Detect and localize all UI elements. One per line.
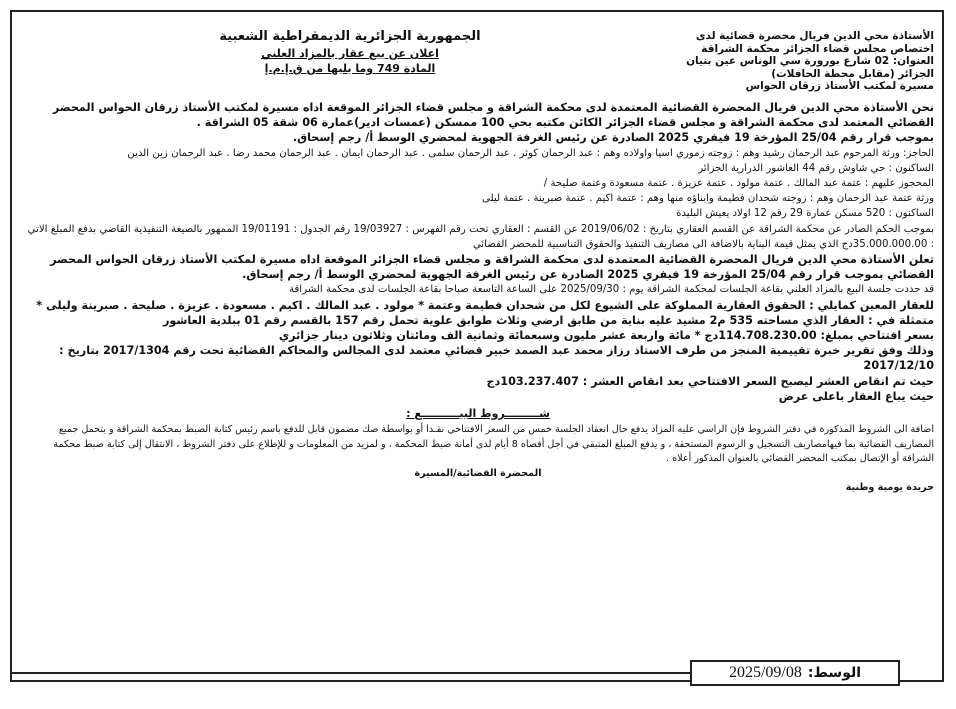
- paragraph-opening-price: بسعر افتتاحي بمبلغ: 114.708.230.00دج * مائة واربعة عشر مليون وسبعمائة وثمانية الف ومائتان وثلاثون دينار جزائري: [278, 329, 934, 343]
- paragraph-session-date: قد حددت جلسة البيع بالمزاد العلني بقاعة الجلسات لمحكمة الشراقة يوم : 2025/09/30 على الساعة التاسعة صباحا بقاعة الجلسات لدى محكمة الشراقة: [288, 284, 934, 296]
- paragraph-expertise: وذلك وفق تقرير خبرة تقييمية المنجز من طرف الاستاذ رزاز محمد عبد الصمد خبير قضائي معتمد لدى المجالس والمحاكم القضائية تحت رقم 2017/1304 بتاريخ : 2017/12/10: [59, 344, 934, 373]
- article-reference: المادة 749 وما يليها من ق.إ.م.إ: [264, 62, 436, 75]
- republic-title: الجمهورية الجزائرية الديمقراطية الشعبية: [219, 29, 481, 44]
- publication-date: 2025/09/08: [728, 664, 802, 681]
- paragraph-debtors: المحجوز عليهم : عتمة عبد المالك . عتمة مولود . عتمة عزيزة . عتمة مسعودة وعتمة صليحة /: [543, 178, 934, 190]
- conditions-text: اضافة الى الشروط المذكورة في دفتر الشروط فإن الراسي عليه المزاد يدفع حال انعقاد الجلسة خمس من السعر الافتتاحي نقـدا أو بواسطة صك مضمون قابل للدفع باسم رئيس كتابة الضبط بمحكمة الشراقة و يتحمل جميع المصاريف القضائية بما فيهامصاريف التسجيل و الرسوم المستحقة ، و يدفع المبلغ المتبقي في أجل أقصاه 8 أيام لدى أمانة ضبط المحكمة ، و لمزيد من المعلومات و للإطلاع على دفتر الشروط ، الانتقال إلى كتابة ضبط محكمة الشراقة أو الإتصال بمكتب المحضر القضائي بالعنوان المذكور أعلاه .: [53, 424, 934, 465]
- paragraph-decision: بموجب قرار رقم 25/04 المؤرخة 19 فيفري 2025 الصادرة عن رئيس الغرفة الجهوية لمحضري الوسط أ/ رجم إسحاق.: [292, 131, 934, 145]
- announcement-title: اعلان عن بيع عقار بالمزاد العلني: [261, 47, 439, 60]
- paragraph-heirs: ورثة عتمة عبد الرحمان وهم : زوجته شحدان فطيمة وابناؤه منها وهم : عتمة اكيم . عتمة صبرينة . عتمة ليلى: [482, 193, 934, 205]
- bailiff-line: اختصاص مجلس قضاء الجزائر محكمة الشراقة: [701, 42, 934, 55]
- paragraph-property: للعقار المعين كمايلي : الحقوق العقارية المملوكة على الشيوع لكل من شحدان فطيمة وعتمة * مولود . عبد المالك . اكيم . مسعودة . عزيزة . صليحة . صبرينة وليلى * متمثلة في : العقار الذي مساحته 535 م2 مشيد عليه بناية من طابق ارضي وثلاث طوابق علوية تحمل رقم 157 بالقسم رقم 01 ببلدية العاشور: [36, 298, 934, 327]
- paragraph-creditors: الحاجز: ورثة المرحوم عبد الرحمان رشيد وهم : زوجته زموري اسيا واولاده وهم : عبد الرحمان كوثر . عبد الرحمان سلمى . عبد الرحمان ايمان . عبد الرحمان محمد رضا . عبد الرحمان زين الدين: [127, 147, 934, 159]
- footer-rule: [10, 672, 690, 674]
- signature: المحضرة القضائية/المسيرة: [414, 467, 542, 479]
- conditions-title: شـــــــــروط البيــــــــــع :: [406, 407, 550, 421]
- paragraph-debtors-address: الساكنون : 520 مسكن عمارة 29 رقم 12 اولاد يعيش البليدة: [676, 208, 934, 220]
- publication-note: جريدة يومية وطنية: [845, 482, 934, 494]
- paragraph-judgment: بموجب الحكم الصادر عن محكمة الشراقة عن القسم العقاري بتاريخ : 2019/06/02 عن القسم : العقاري تحت رقم الفهرس : 19/03927 رقم الجدول : 19/01191 الممهور بالصيغة التنفيذية القاضي بدفع المبلغ الاتي : 35.000.000.00دج الذي يمثل قيمة البناية بالاضافة الى مصاريف التنفيذ والحقوق التناسبية للمحضر القضائي: [27, 223, 934, 250]
- bailiff-line: الأستاذة محي الدين فريال محضرة قضائية لدى: [695, 30, 934, 42]
- bailiff-line: الجزائر (مقابل محطة الحافلات): [771, 67, 934, 80]
- paragraph-highest-bid: حيث يباع العقار باعلى عرض: [778, 389, 934, 403]
- paragraph-intro: نحن الأستاذة محي الدين فريال المحضرة القضائية المعتمدة لدى محكمة الشراقة و مجلس قضاء الجزائر الموقعة اداه مسيرة لمكتب الأستاذ زرقان الحواس المحضر القضائي المعتمد لدى محكمة الشراقة و مجلس قضاء الجزائر الكائن مكتبه بحي 100 ممسكن (عمسات ادير)عمارة 06 شقة 05 الشراقة .: [52, 101, 934, 130]
- paragraph-announce: تعلن الأستاذة محي الدين فريال المحضرة القضائية المعتمدة لدى محكمة الشراقة و مجلس قضاء الجزائر الموقعة اداه مسيرة لمكتب الأستاذ زرقان الحواس المحضر القضائي بموجب قرار رقم 25/04 المؤرخة 19 فيفري 2025 الصادرة عن رئيس الغرفة الجهوية لمحضري الوسط أ/ رجم إسحاق.: [50, 253, 934, 282]
- bailiff-line: مسيرة لمكتب الأستاذ زرقان الحواس: [745, 80, 934, 92]
- publication-date-box: [690, 660, 900, 686]
- paragraph-creditors-address: الساكنون : حي شاوش رقم 44 العاشور الدرارية الجزائر: [698, 162, 934, 174]
- bailiff-line: العنوان: 02 شارع بورورة سي الوناس عين بنيان: [686, 55, 934, 67]
- newspaper-label: الوسط:: [807, 665, 862, 681]
- bailiff-header: [594, 30, 934, 93]
- announcement-body: [22, 100, 934, 496]
- paragraph-reduced-price: حيث تم انقاص العشر ليصبح السعر الافتتاحي بعد انقاص العشر : 103.237.407دج: [486, 374, 934, 388]
- republic-header: [200, 28, 500, 76]
